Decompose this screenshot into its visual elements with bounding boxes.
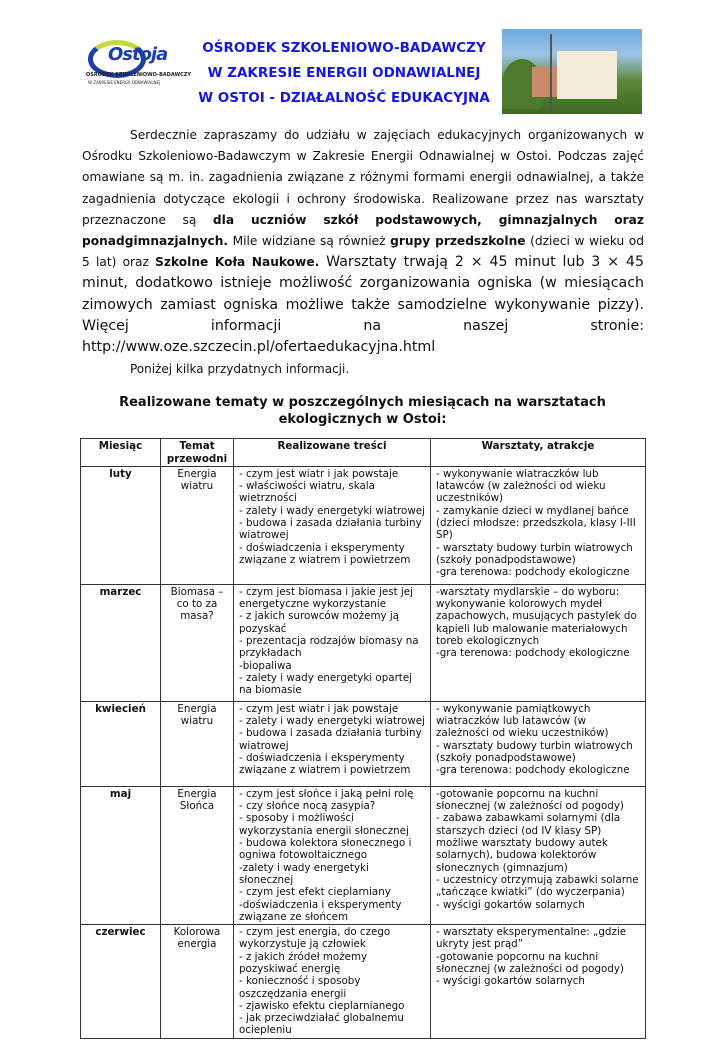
month-cell: marzec <box>81 584 161 701</box>
month-cell: luty <box>81 466 161 584</box>
intro-paragraph <box>82 125 644 358</box>
content-cell: - czym jest wiatr i jak powstaje - właściwości wiatru, skala wietrzności - zalety i wady energetyki wiatrowej - budowa i zasada działania turbiny wiatrowej - doświadczenia i eksperymenty związane z wiatrem i powietrzem <box>234 466 431 584</box>
workshops-cell: -gotowanie popcornu na kuchni słonecznej (w zależności od pogody) - zabawa zabawkami solarnymi (dla starszych dzieci (od IV klasy SP) możliwe warsztaty budowy autek solarnych), budowa kolektorów słonecznych (gimnazjum) - uczestnicy otrzymują zabawki solarne „tańczące kwiatki” (do wyczerpania) - wyścigi gokartów solarnych <box>431 786 646 924</box>
table-header-row <box>81 439 646 467</box>
workshops-cell: - wykonywanie pamiątkowych wiatraczków lub latawców (w zależności od wieku uczestników) - warsztaty budowy turbin wiatrowych (szkoły ponadpodstawowe) -gra terenowa: podchody ekologiczne <box>431 701 646 786</box>
title-line: W ZAKRESIE ENERGII ODNAWIALNEJ <box>207 65 481 81</box>
workshops-cell: - wykonywanie wiatraczków lub latawców (w zależności od wieku uczestników) - zamykanie dzieci w mydlanej bańce (dzieci młodsze: przedszkola, klasy I-III SP) - warsztaty budowy turbin wiatrowych (szkoły ponadpodstawowe) -gra terenowa: podchody ekologiczne <box>431 466 646 584</box>
intro-text: (dzieci w wieku od 5 lat) oraz <box>82 234 644 270</box>
topic-cell: Energia wiatru <box>161 466 234 584</box>
title-line: W OSTOI - DZIAŁALNOŚĆ EDUKACYJNA <box>198 90 490 106</box>
logo-subtitle-1: OŚRODEK SZKOLENIOWO-BADAWCZY <box>86 72 191 78</box>
month-cell: czerwiec <box>81 925 161 1039</box>
intro-bold-preschool: grupy przedszkolne <box>390 234 526 249</box>
table-row <box>81 925 646 1039</box>
table-row <box>81 701 646 786</box>
month-cell: kwiecień <box>81 701 161 786</box>
content-cell: - czym jest słońce i jaką pełni rolę - czy słońce nocą zasypia? - sposoby i możliwości wykorzystania energii słonecznej - budowa kolektora słonecznego i ogniwa fotowoltaicznego -zalety i wady energetyki słonecznej - czym jest efekt cieplarniany -doświadczenia i eksperymenty związane ze słońcem <box>234 786 431 924</box>
ostoja-logo <box>86 38 191 88</box>
document-title <box>192 36 496 111</box>
topic-cell: Energia Słońca <box>161 786 234 924</box>
table-row <box>81 786 646 924</box>
logo-subtitle-2: W ZAKRESIE ENERGII ODNAWIALNEJ <box>88 80 161 85</box>
content-cell: - czym jest wiatr i jak powstaje - zalety i wady energetyki wiatrowej - budowa i zasada działania turbiny wiatrowej - doświadczenia i eksperymenty związane z wiatrem i powietrzem <box>234 701 431 786</box>
intro-text: Mile widziane są również <box>228 234 391 249</box>
content-cell: - czym jest energia, do czego wykorzystuje ją człowiek - z jakich źródeł możemy pozyskiwać energię - konieczność i sposoby oszczędzania energii - zjawisko efektu cieplarnianego - jak przeciwdziałać globalnemu ociepleniu <box>234 925 431 1039</box>
month-cell: maj <box>81 786 161 924</box>
workshops-cell: - warsztaty eksperymentalne: „gdzie ukryty jest prąd” -gotowanie popcornu na kuchni słonecznej (w zależności od pogody) - wyścigi gokartów solarnych <box>431 925 646 1039</box>
header-topic: Temat przewodni <box>161 439 234 467</box>
intro-text: Serdecznie zapraszamy do udziału w zajęciach edukacyjnych organizowanych w Ośrodku Szkoleniowo-Badawczym w Zakresie Energii Odnawialnej w Ostoi. Podczas zajęć omawiane są m. in. zagadnienia związane z różnymi formami energii odnawialnej, a także zagadnienia dotyczące ekologii i ochrony środowiska. Realizowane przez nas warsztaty przeznaczone są <box>82 128 644 227</box>
document-body <box>80 125 645 1059</box>
table-row <box>81 584 646 701</box>
header-content: Realizowane treści <box>234 439 431 467</box>
topic-cell: Energia wiatru <box>161 701 234 786</box>
table-row <box>81 466 646 584</box>
intro-bold-clubs: Szkolne Koła Naukowe. <box>155 255 320 270</box>
topic-cell: Biomasa – co to za masa? <box>161 584 234 701</box>
workshops-cell: -warsztaty mydlarskie – do wyboru: wykonywanie kolorowych mydeł zapachowych, musujących pastylek do kąpieli lub malowanie materiałowych toreb ekologicznych -gra terenowa: podchody ekologiczne <box>431 584 646 701</box>
intro-duration-text: Warsztaty trwają 2 × 45 minut lub 3 × 45 minut, dodatkowo istnieje możliwość zorganizowania ogniska (w miesiącach zimowych zamiast ogniska możliwe także samodzielne wykonywanie pizzy). Więcej informacji na naszej stronie: http://www.oze.szczecin.pl/ofertaedukacyjna.html <box>82 254 644 356</box>
header-month: Miesiąc <box>81 439 161 467</box>
topic-cell: Kolorowa energia <box>161 925 234 1039</box>
logo-wordmark: Ostoja <box>108 44 168 65</box>
header-workshops: Warsztaty, atrakcje <box>431 439 646 467</box>
intro-bold-audience: dla uczniów szkół podstawowych, gimnazjalnych oraz ponadgimnazjalnych. <box>82 212 645 249</box>
content-cell: - czym jest biomasa i jakie jest jej energetyczne wykorzystanie - z jakich surowców możemy ją pozyskać - prezentacja rodzajów biomasy na przykładach -biopaliwa - zalety i wady energetyki opartej na biomasie <box>234 584 431 701</box>
section-title: Realizowane tematy w poszczególnych miesiącach na warsztatach ekologicznych w Ostoi: <box>119 395 606 428</box>
building-photo <box>502 29 642 114</box>
title-line: OŚRODEK SZKOLENIOWO-BADAWCZY <box>202 40 486 56</box>
schedule-table <box>80 438 646 1039</box>
intro-note: Poniżej kilka przydatnych informacji. <box>130 362 350 377</box>
